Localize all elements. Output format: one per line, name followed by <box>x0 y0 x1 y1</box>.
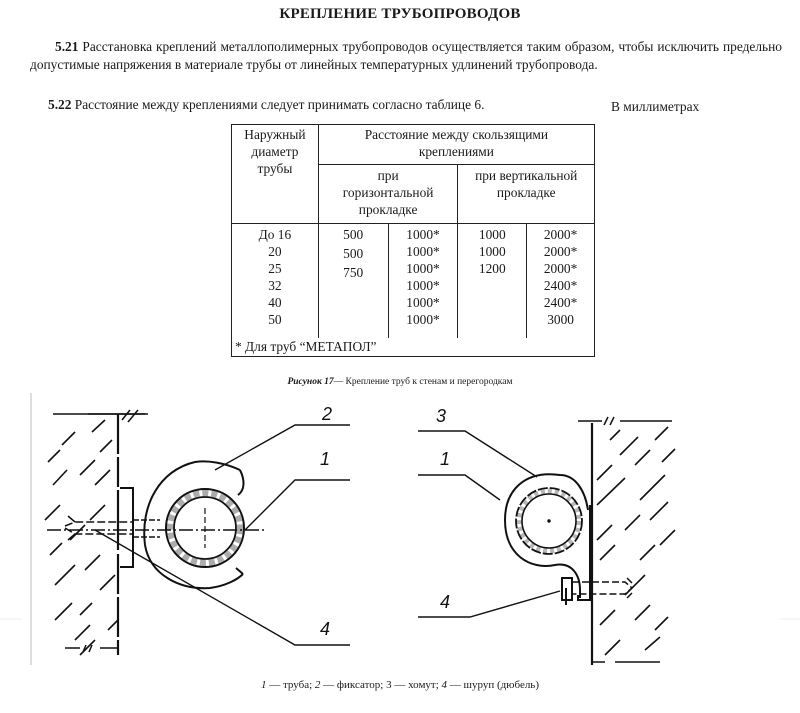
legend-num: 3 <box>386 679 392 691</box>
cell: 1000 <box>478 227 506 242</box>
header-horizontal <box>318 165 458 224</box>
paragraph-number: 5.21 <box>55 39 79 54</box>
left-label-4: 4 <box>320 619 331 639</box>
cell: 500 <box>343 246 364 261</box>
header-line: прокладке <box>358 202 418 217</box>
cell: 1000* <box>406 278 440 293</box>
legend-num: 4 <box>441 679 448 691</box>
table-body <box>232 224 595 338</box>
cell: 25 <box>268 261 282 276</box>
cell: 1000* <box>406 261 440 276</box>
figure-legend <box>0 679 800 691</box>
left-label-2: 2 <box>322 404 333 424</box>
legend-num: 2 <box>314 679 321 691</box>
legend-text: — шуруп (дюбель) <box>447 679 539 691</box>
cell: 1000* <box>406 227 440 242</box>
header-line: прокладке <box>496 185 556 200</box>
cell: 1000* <box>406 244 440 259</box>
right-wall <box>578 417 675 665</box>
cell: 1000* <box>406 295 440 310</box>
legend-text: — фиксатор; <box>320 679 387 691</box>
header-line: при <box>377 168 399 183</box>
units-note: В миллиметрах <box>611 99 700 114</box>
paragraph-text: Расстояние между креплениями следует принимать согласно таблице 6. <box>71 97 485 112</box>
right-pipe <box>516 488 582 554</box>
paragraph-number: 5.22 <box>48 97 72 112</box>
header-line: горизонтальной <box>342 185 434 200</box>
header-vertical <box>458 165 595 224</box>
right-label-1: 1 <box>440 449 451 469</box>
column-horizontal-2 <box>388 224 458 338</box>
cell: 1200 <box>478 261 506 276</box>
header-line: при вертикальной <box>475 168 578 183</box>
cell: 2400* <box>543 278 578 293</box>
cell: 500 <box>343 227 364 242</box>
cell: 50 <box>268 312 282 327</box>
paragraph-5-21 <box>30 38 782 74</box>
header-line: креплениями <box>418 144 494 159</box>
right-screw <box>562 578 632 600</box>
header-line: Наружный <box>244 127 306 142</box>
header-line: трубы <box>257 161 293 176</box>
figure-caption-label: Рисунок 17 <box>287 377 334 387</box>
page-title: КРЕПЛЕНИЕ ТРУБОПРОВОДОВ <box>279 6 521 22</box>
column-horizontal-1 <box>318 224 388 338</box>
cell: 40 <box>268 295 282 310</box>
cell: 3000 <box>547 312 574 327</box>
cell: 32 <box>268 278 282 293</box>
cell: 2000* <box>543 244 578 259</box>
right-label-3: 3 <box>436 406 447 426</box>
figure-caption-text: — Крепление труб к стенам и перегородкам <box>333 377 513 387</box>
header-line: Расстояние между скользящими <box>364 127 549 142</box>
cell: 2000* <box>543 227 578 242</box>
legend-text: — хомут; <box>391 679 442 691</box>
header-spacing-group <box>318 125 594 165</box>
left-pipe <box>166 489 244 567</box>
column-vertical-2 <box>527 224 595 338</box>
column-vertical-1 <box>458 224 527 338</box>
figure-drawing <box>0 385 800 685</box>
right-label-4: 4 <box>440 592 451 612</box>
cell: 2000* <box>543 261 578 276</box>
cell: 1000 <box>478 244 506 259</box>
cell: 20 <box>268 244 282 259</box>
table-footnote: * Для труб “МЕТАПОЛ” <box>232 338 595 357</box>
legend-text: — труба; <box>266 679 315 691</box>
cell: 750 <box>343 265 364 280</box>
column-diameter <box>232 224 319 338</box>
cell: До 16 <box>258 227 292 242</box>
header-line: диаметр <box>251 144 299 159</box>
left-label-1: 1 <box>320 449 331 469</box>
spacing-table <box>231 124 595 357</box>
paragraph-text: Расстановка креплений металлополимерных трубопроводов осуществляется таким образом, чтобы исключить предельно допустимые напряжения в материале трубы от линейных температурных удлинений трубопровода. <box>30 39 782 72</box>
cell: 1000* <box>406 312 440 327</box>
paragraph-5-22 <box>48 96 608 114</box>
legend-num: 1 <box>260 679 267 691</box>
cell: 2400* <box>543 295 578 310</box>
left-fixator <box>144 461 243 588</box>
header-diameter <box>232 125 319 224</box>
